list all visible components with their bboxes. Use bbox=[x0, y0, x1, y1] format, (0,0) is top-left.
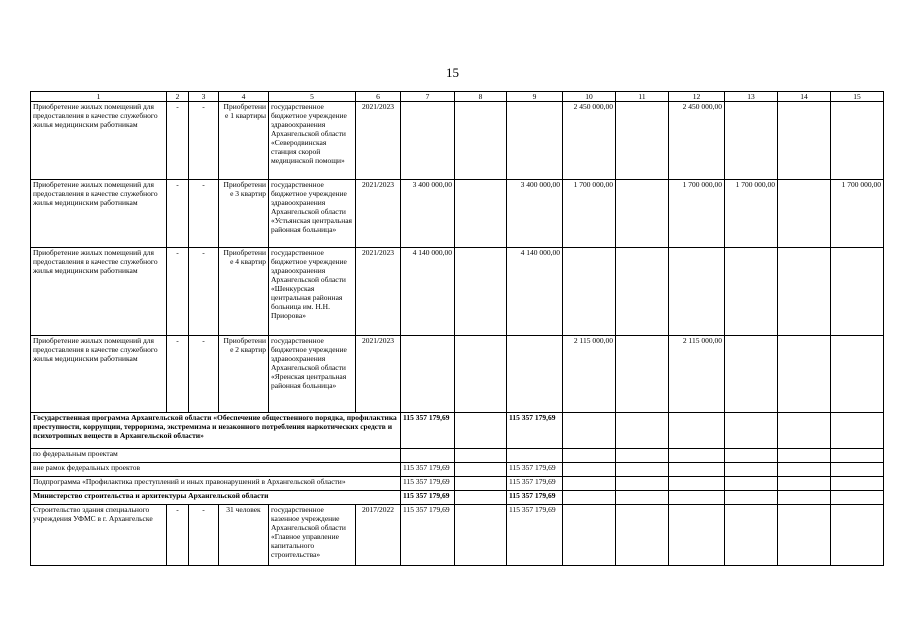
subprogram-row bbox=[31, 477, 884, 491]
cell-institution: государственное бюджетное учреждение здравоохранения Архангельской области «Шенкурская центральная районная больница им. Н.Н. Приорова» bbox=[269, 248, 356, 336]
cell-amount bbox=[616, 477, 669, 491]
cell-amount bbox=[725, 463, 778, 477]
cell-amount bbox=[831, 248, 884, 336]
cell-capacity: 31 человек bbox=[219, 505, 269, 566]
cell-amount bbox=[778, 180, 831, 248]
cell-amount bbox=[778, 248, 831, 336]
cell-amount bbox=[455, 102, 507, 180]
cell-amount: 115 357 179,69 bbox=[401, 463, 455, 477]
column-number: 2 bbox=[167, 92, 189, 102]
page-number: 15 bbox=[446, 65, 459, 80]
cell-amount bbox=[725, 102, 778, 180]
cell-amount bbox=[831, 491, 884, 505]
column-number: 14 bbox=[778, 92, 831, 102]
cell-amount bbox=[563, 505, 616, 566]
cell-amount: 115 357 179,69 bbox=[507, 413, 563, 449]
cell-amount: 115 357 179,69 bbox=[507, 505, 563, 566]
cell-amount bbox=[725, 336, 778, 413]
cell-amount: 1 700 000,00 bbox=[669, 180, 725, 248]
cell-amount bbox=[778, 505, 831, 566]
cell-amount bbox=[669, 463, 725, 477]
cell-amount bbox=[831, 477, 884, 491]
cell-amount bbox=[616, 180, 669, 248]
cell-amount: 115 357 179,69 bbox=[401, 491, 455, 505]
cell-amount: 2 115 000,00 bbox=[669, 336, 725, 413]
cell-amount bbox=[778, 463, 831, 477]
row-label: по федеральным проектам bbox=[31, 449, 401, 463]
cell-amount bbox=[455, 180, 507, 248]
column-number: 3 bbox=[189, 92, 219, 102]
cell-amount bbox=[725, 413, 778, 449]
column-number-row bbox=[31, 92, 884, 102]
row-name: Приобретение жилых помещений для предоставления в качестве служебного жилья медицинским работникам bbox=[31, 102, 167, 180]
table-row bbox=[31, 505, 884, 566]
program-row bbox=[31, 413, 884, 449]
cell-amount bbox=[831, 102, 884, 180]
cell-amount bbox=[455, 463, 507, 477]
column-number: 7 bbox=[401, 92, 455, 102]
row-name: Приобретение жилых помещений для предоставления в качестве служебного жилья медицинским работникам bbox=[31, 248, 167, 336]
cell-amount bbox=[455, 491, 507, 505]
cell: - bbox=[167, 102, 189, 180]
cell-capacity: Приобретение 3 квартир bbox=[219, 180, 269, 248]
cell-amount bbox=[563, 449, 616, 463]
cell-institution: государственное бюджетное учреждение здравоохранения Архангельской области «Северодвинская станция скорой медицинской помощи» bbox=[269, 102, 356, 180]
cell-amount bbox=[831, 449, 884, 463]
cell-amount bbox=[455, 449, 507, 463]
column-number: 10 bbox=[563, 92, 616, 102]
cell-amount: 115 357 179,69 bbox=[401, 413, 455, 449]
cell-amount bbox=[507, 449, 563, 463]
table-row bbox=[31, 180, 884, 248]
budget-table bbox=[30, 91, 884, 566]
cell-amount bbox=[725, 505, 778, 566]
cell: - bbox=[189, 505, 219, 566]
cell-amount: 1 700 000,00 bbox=[563, 180, 616, 248]
cell-amount bbox=[778, 413, 831, 449]
cell-amount bbox=[455, 477, 507, 491]
cell-amount: 115 357 179,69 bbox=[507, 477, 563, 491]
cell-amount: 115 357 179,69 bbox=[507, 463, 563, 477]
cell-amount bbox=[669, 248, 725, 336]
cell-amount bbox=[563, 491, 616, 505]
cell-amount bbox=[507, 102, 563, 180]
cell-amount bbox=[831, 505, 884, 566]
cell-amount bbox=[725, 491, 778, 505]
cell-amount bbox=[669, 491, 725, 505]
cell: - bbox=[167, 505, 189, 566]
cell-period: 2021/2023 bbox=[356, 336, 401, 413]
column-number: 9 bbox=[507, 92, 563, 102]
cell-amount: 1 700 000,00 bbox=[725, 180, 778, 248]
cell: - bbox=[189, 248, 219, 336]
cell-amount bbox=[455, 505, 507, 566]
cell: - bbox=[189, 180, 219, 248]
cell-period: 2017/2022 bbox=[356, 505, 401, 566]
cell-amount bbox=[778, 336, 831, 413]
column-number: 15 bbox=[831, 92, 884, 102]
cell-amount bbox=[778, 102, 831, 180]
cell-amount bbox=[455, 248, 507, 336]
cell: - bbox=[167, 180, 189, 248]
row-name: Приобретение жилых помещений для предоставления в качестве служебного жилья медицинским работникам bbox=[31, 180, 167, 248]
cell-amount bbox=[725, 477, 778, 491]
cell: - bbox=[167, 248, 189, 336]
cell-amount bbox=[778, 449, 831, 463]
cell-amount bbox=[455, 413, 507, 449]
cell-amount bbox=[831, 336, 884, 413]
cell-capacity: Приобретение 1 квартиры bbox=[219, 102, 269, 180]
column-number: 12 bbox=[669, 92, 725, 102]
cell-amount bbox=[401, 449, 455, 463]
cell-amount bbox=[455, 336, 507, 413]
cell-institution: государственное бюджетное учреждение здравоохранения Архангельской области «Устьянская центральная районная больница» bbox=[269, 180, 356, 248]
program-title: Государственная программа Архангельской области «Обеспечение общественного порядка, профилактика преступности, коррупции, терроризма, экстремизма и незаконного потребления наркотических средств и психотропных веществ в Архангельской области» bbox=[31, 413, 401, 449]
cell-period: 2021/2023 bbox=[356, 248, 401, 336]
cell-amount bbox=[507, 336, 563, 413]
table-row bbox=[31, 248, 884, 336]
cell-amount bbox=[725, 248, 778, 336]
cell-capacity: Приобретение 4 квартир bbox=[219, 248, 269, 336]
cell-amount bbox=[831, 413, 884, 449]
cell-amount bbox=[616, 102, 669, 180]
cell-amount bbox=[616, 336, 669, 413]
outside-federal-row bbox=[31, 463, 884, 477]
cell-amount bbox=[401, 336, 455, 413]
column-number: 13 bbox=[725, 92, 778, 102]
cell-amount: 115 357 179,69 bbox=[401, 477, 455, 491]
table-row bbox=[31, 102, 884, 180]
cell-amount bbox=[616, 248, 669, 336]
table-row bbox=[31, 336, 884, 413]
cell-amount: 1 700 000,00 bbox=[831, 180, 884, 248]
cell-capacity: Приобретение 2 квартир bbox=[219, 336, 269, 413]
cell-amount: 3 400 000,00 bbox=[507, 180, 563, 248]
cell-amount: 4 140 000,00 bbox=[401, 248, 455, 336]
cell-amount bbox=[778, 477, 831, 491]
cell-amount bbox=[669, 413, 725, 449]
row-name: Строительство здания специального учреждения УФМС в г. Архангельске bbox=[31, 505, 167, 566]
cell-institution: государственное бюджетное учреждение здравоохранения Архангельской области «Яренская центральная районная больница» bbox=[269, 336, 356, 413]
column-number: 6 bbox=[356, 92, 401, 102]
cell-amount bbox=[401, 102, 455, 180]
cell-amount: 3 400 000,00 bbox=[401, 180, 455, 248]
cell-amount bbox=[778, 491, 831, 505]
ministry-row bbox=[31, 491, 884, 505]
cell-amount bbox=[669, 477, 725, 491]
column-number: 5 bbox=[269, 92, 356, 102]
cell-amount bbox=[563, 477, 616, 491]
cell-amount: 2 115 000,00 bbox=[563, 336, 616, 413]
cell-institution: государственное казенное учреждение Архангельской области «Главное управление капитального строительства» bbox=[269, 505, 356, 566]
cell-period: 2021/2023 bbox=[356, 102, 401, 180]
federal-projects-row bbox=[31, 449, 884, 463]
cell-amount: 2 450 000,00 bbox=[669, 102, 725, 180]
cell-amount bbox=[616, 449, 669, 463]
cell-amount bbox=[563, 463, 616, 477]
row-label: Подпрограмма «Профилактика преступлений и иных правонарушений в Архангельской области» bbox=[31, 477, 401, 491]
column-number: 1 bbox=[31, 92, 167, 102]
cell-amount bbox=[563, 413, 616, 449]
cell-amount bbox=[831, 463, 884, 477]
cell-amount: 115 357 179,69 bbox=[401, 505, 455, 566]
column-number: 11 bbox=[616, 92, 669, 102]
cell-amount bbox=[669, 505, 725, 566]
cell-amount: 115 357 179,69 bbox=[507, 491, 563, 505]
cell: - bbox=[189, 336, 219, 413]
cell-amount bbox=[725, 449, 778, 463]
cell-amount: 2 450 000,00 bbox=[563, 102, 616, 180]
cell-amount bbox=[616, 463, 669, 477]
column-number: 8 bbox=[455, 92, 507, 102]
column-number: 4 bbox=[219, 92, 269, 102]
cell: - bbox=[189, 102, 219, 180]
row-label: Министерство строительства и архитектуры Архангельской области bbox=[31, 491, 401, 505]
cell-period: 2021/2023 bbox=[356, 180, 401, 248]
cell-amount bbox=[563, 248, 616, 336]
row-name: Приобретение жилых помещений для предоставления в качестве служебного жилья медицинским работникам bbox=[31, 336, 167, 413]
cell-amount bbox=[616, 491, 669, 505]
cell: - bbox=[167, 336, 189, 413]
cell-amount bbox=[669, 449, 725, 463]
cell-amount bbox=[616, 505, 669, 566]
row-label: вне рамок федеральных проектов bbox=[31, 463, 401, 477]
cell-amount bbox=[616, 413, 669, 449]
cell-amount: 4 140 000,00 bbox=[507, 248, 563, 336]
